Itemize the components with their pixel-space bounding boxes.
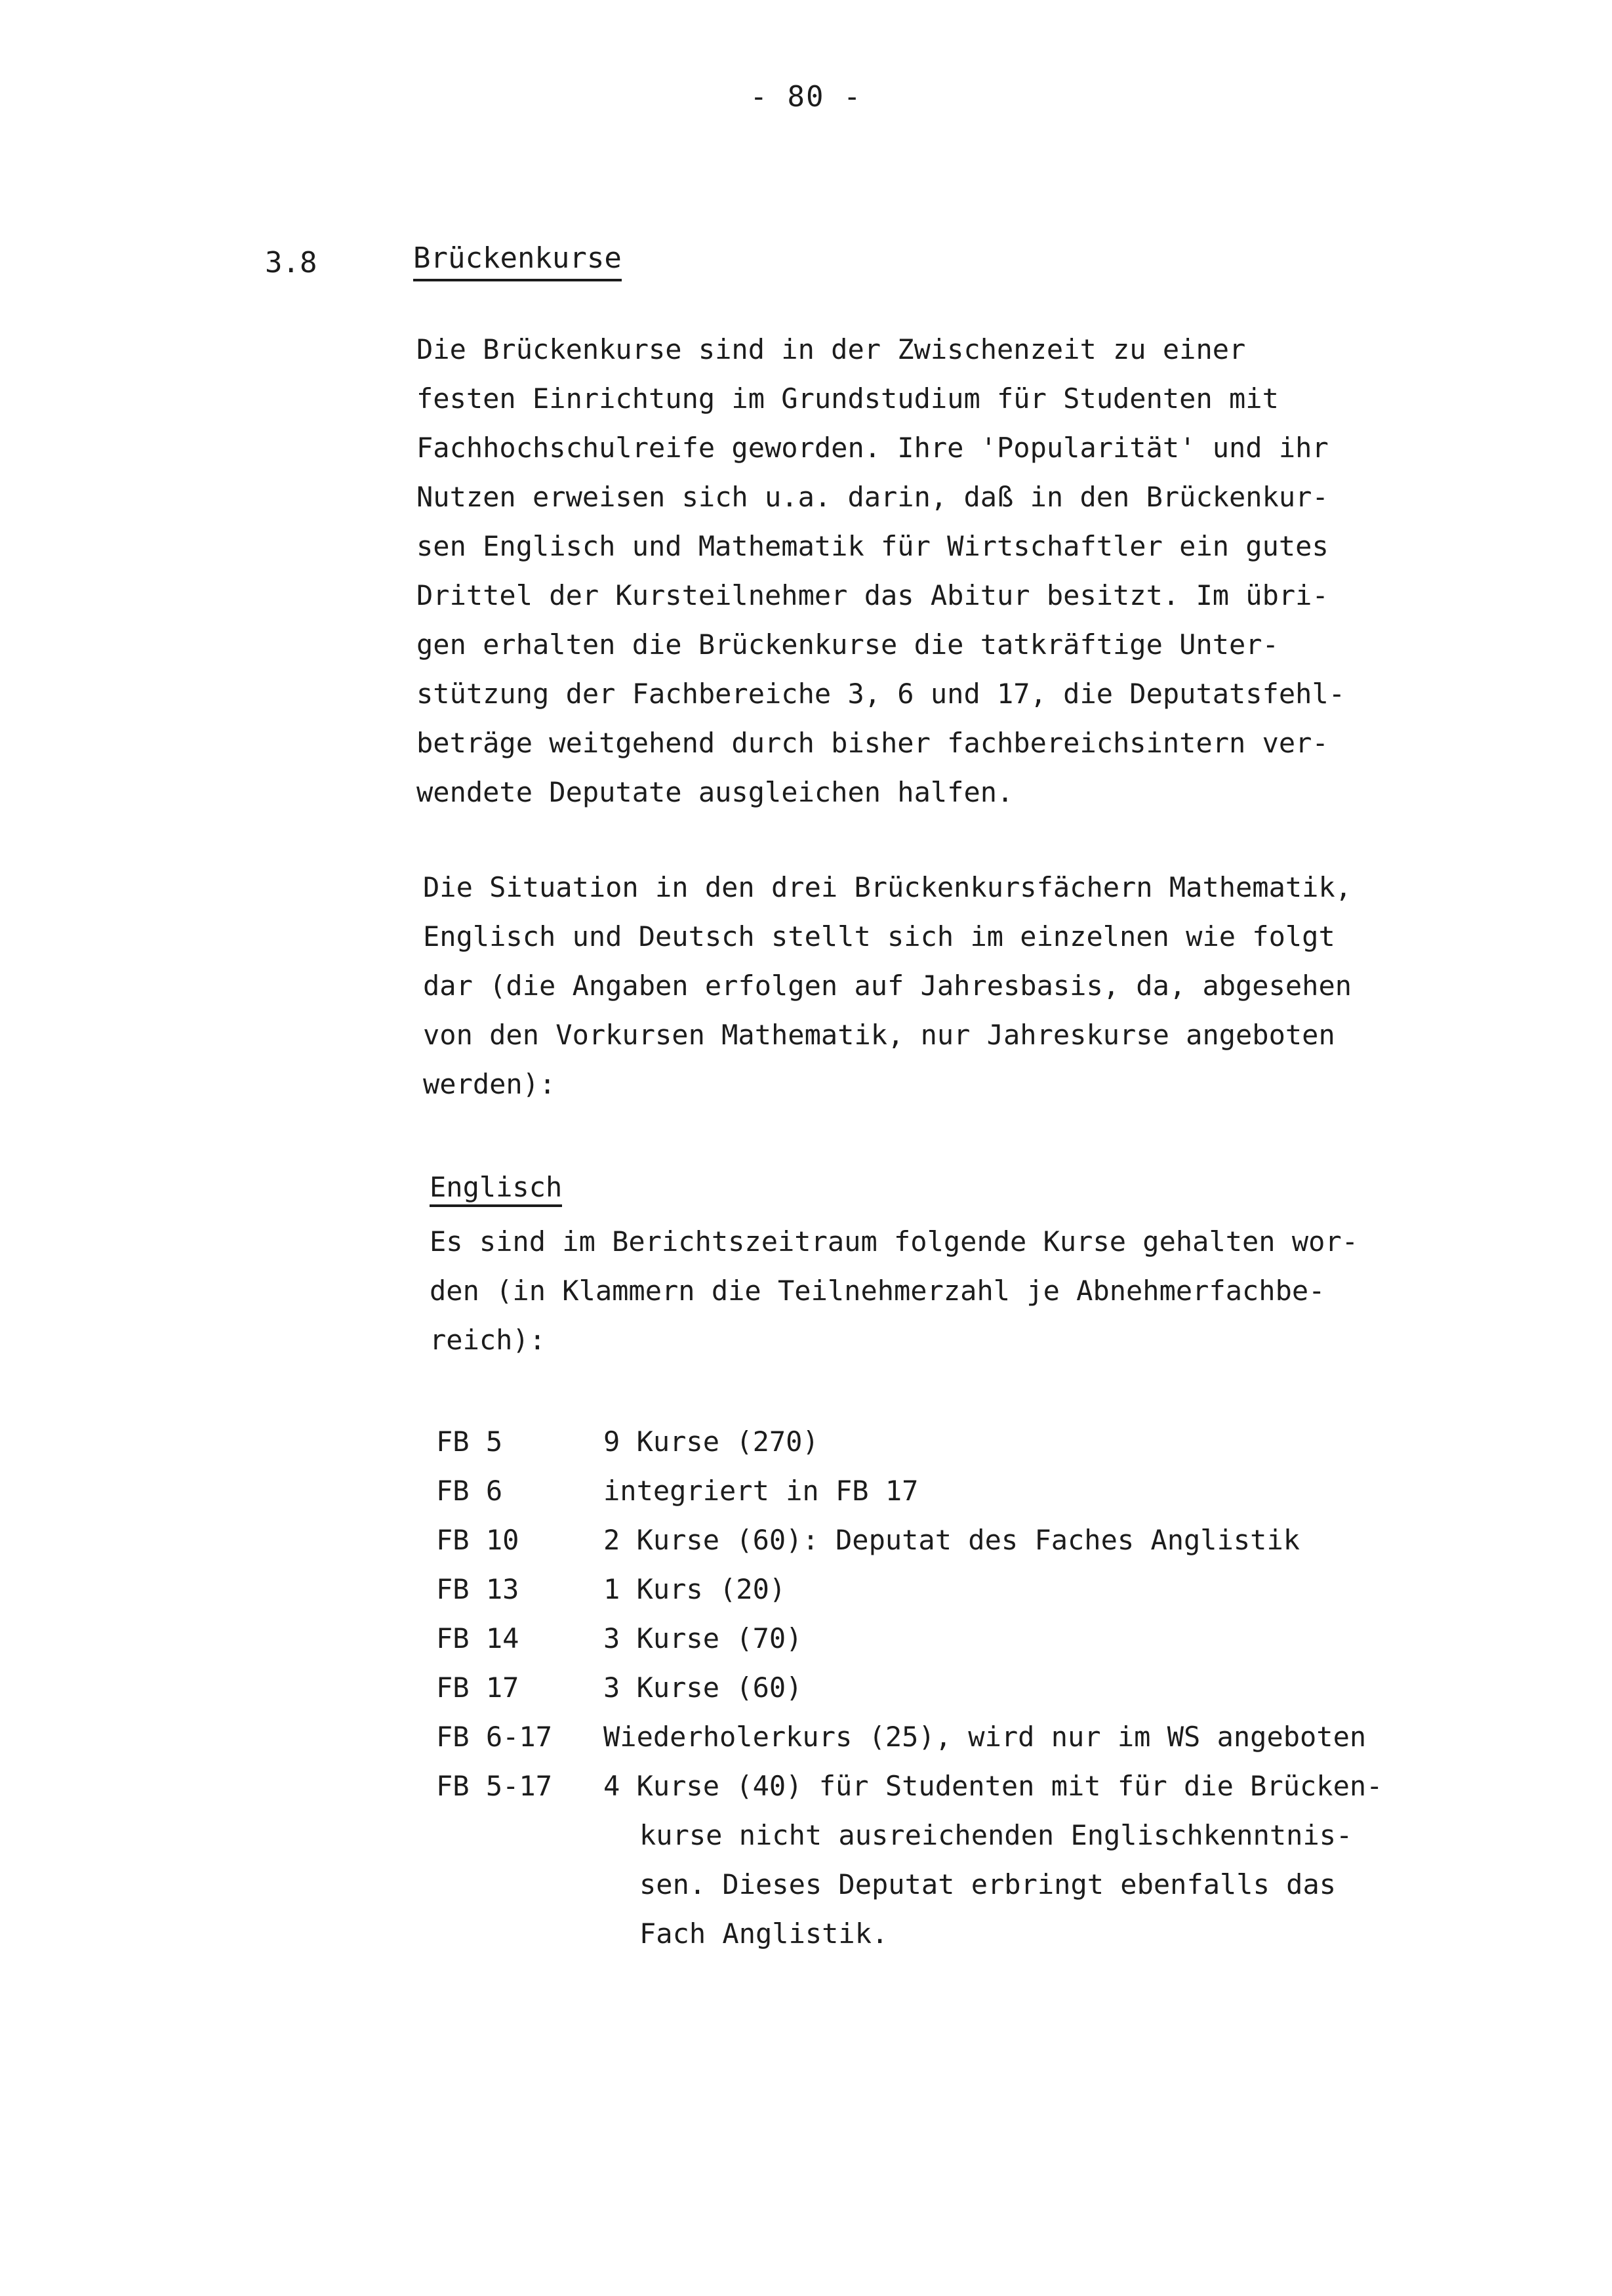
course-description: 4 Kurse (40) für Studenten mit für die Brücken- <box>603 1770 1383 1802</box>
course-description: 2 Kurse (60): Deputat des Faches Anglistik <box>603 1524 1300 1556</box>
english-intro: Es sind im Berichtszeitraum folgende Kurse gehalten wor- den (in Klammern die Teilnehmerzahl je Abnehmerfachbe- reich): <box>430 1225 1359 1356</box>
course-row <box>436 1565 1420 1614</box>
paragraph-intro: Die Brückenkurse sind in der Zwischenzeit zu einer festen Einrichtung im Grundstudium für Studenten mit Fachhochschulreife geworden. Ihre 'Popularität' und ihr Nutzen erweisen sich u.a. darin, daß in den Brückenkur- sen Englisch und Mathematik für Wirtschaftler ein gutes Drittel der Kursteilnehmer das Abitur besitzt. Im übri- gen erhalten die Brückenkurse die tatkräftige Unter- stützung der Fachbereiche 3, 6 und 17, die Deputatsfehl- beträge weitgehend durch bisher fachbereichsintern ver- wendete Deputate ausgleichen halfen. <box>416 333 1346 808</box>
section-title: Brückenkurse <box>413 241 622 281</box>
course-department: FB 5 <box>436 1425 503 1458</box>
english-heading: Englisch <box>430 1171 562 1207</box>
course-row <box>436 1614 1420 1663</box>
course-row <box>436 1761 1420 1811</box>
course-department: FB 13 <box>436 1573 519 1605</box>
course-department: FB 6-17 <box>436 1721 553 1753</box>
course-description: 3 Kurse (60) <box>603 1671 803 1704</box>
course-list <box>436 1417 1420 1958</box>
course-description: Wiederholerkurs (25), wird nur im WS angeboten <box>603 1721 1367 1753</box>
course-department: FB 10 <box>436 1524 519 1556</box>
course-row <box>436 1417 1420 1466</box>
section-number: 3.8 <box>265 246 317 279</box>
course-description: integriert in FB 17 <box>603 1475 919 1507</box>
course-description: 1 Kurs (20) <box>603 1573 786 1605</box>
paragraph-situation: Die Situation in den drei Brückenkursfächern Mathematik, Englisch und Deutsch stellt sich im einzelnen wie folgt dar (die Angaben erfolgen auf Jahresbasis, da, abgesehen von den Vorkursen Mathematik, nur Jahreskurse angeboten werden): <box>423 871 1352 1100</box>
course-row <box>436 1663 1420 1712</box>
course-description: 9 Kurse (270) <box>603 1425 819 1458</box>
course-department: FB 17 <box>436 1671 519 1704</box>
course-department: FB 6 <box>436 1475 503 1507</box>
course-department: FB 14 <box>436 1622 519 1654</box>
course-row <box>436 1466 1420 1515</box>
course-row <box>436 1515 1420 1565</box>
course-row <box>436 1712 1420 1761</box>
page-number: - 80 - <box>750 80 862 113</box>
course-department: FB 5-17 <box>436 1770 553 1802</box>
course-description-continuation: kurse nicht ausreichenden Englischkenntnis- sen. Dieses Deputat erbringt ebenfalls das Fach Anglistik. <box>639 1819 1353 1950</box>
course-description: 3 Kurse (70) <box>603 1622 803 1654</box>
